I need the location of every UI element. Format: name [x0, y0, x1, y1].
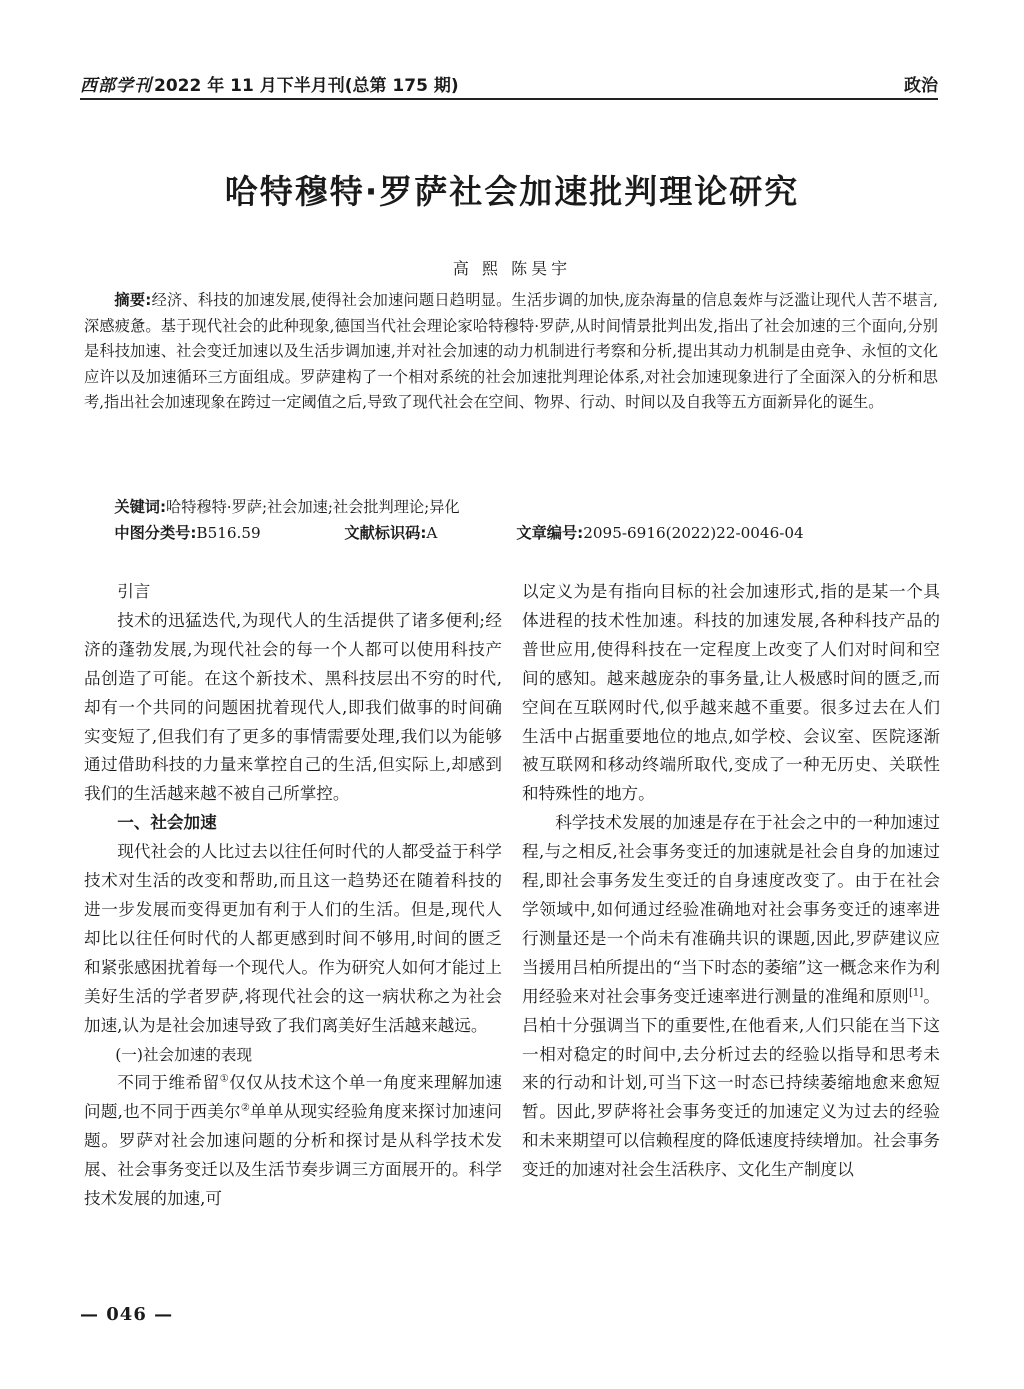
doc-code-label: 文献标识码:	[344, 524, 427, 542]
intro-heading: 引言	[117, 582, 151, 601]
keywords-text: 哈特穆特·罗萨;社会加速;社会批判理论;异化	[166, 498, 460, 516]
article-authors: 高 熙 陈昊宇	[452, 259, 572, 278]
right-column	[522, 578, 940, 1185]
section-1-heading: 一、社会加速	[117, 813, 217, 833]
intro-paragraph: 技术的迅猛迭代,为现代人的生活提供了诸多便利;经济的蓬勃发展,为现代社会的每一个人都可以使用科技产品创造了可能。在这个新技术、黑科技层出不穷的时代,却有一个共同的问题困扰着现代人,即我们做事的时间确实变短了,但我们有了更多的事情需要处理,我们以为能够通过借助科技的力量来掌控自己的生活,但实际上,却感到我们的生活越来越不被自己所掌控。	[84, 610, 502, 804]
running-header	[80, 70, 938, 96]
clc-value: B516.59	[196, 524, 261, 542]
paragraph-segment: 科学技术发展的加速是存在于社会之中的一种加速过程,与之相反,社会事务变迁的加速就是社会自身的加速过程,即社会事务发生变迁的自身速度改变了。由于在社会学领域中,如何通过经验准确地对社会事务变迁的速率进行测量还是一个尚未有准确共识的课题,因此,罗萨建议应当援用吕柏所提出的“当下时态的萎缩”这一概念来作为利用经验来对社会事务变迁速率进行测量的准绳和原则	[522, 813, 940, 1006]
header-left	[80, 71, 459, 96]
article-number-value: 2095-6916(2022)22-0046-04	[583, 524, 804, 542]
clc-label: 中图分类号:	[114, 524, 197, 542]
abstract-text: 经济、科技的加速发展,使得社会加速问题日趋明显。生活步调的加快,庞杂海量的信息轰炸与泛滥让现代人苦不堪言,深感疲惫。基于现代社会的此种现象,德国当代社会理论家哈特穆特·罗萨,从时间情景批判出发,指出了社会加速的三个面向,分别是科技加速、社会变迁加速以及生活步调加速,并对社会加速的动力机制进行考察和分析,提出其动力机制是由竞争、永恒的文化应许以及加速循环三方面组成。罗萨建构了一个相对系统的社会加速批判理论体系,对社会加速现象进行了全面深入的分析和思考,指出社会加速现象在跨过一定阈值之后,导致了现代社会在空间、物界、行动、时间以及自我等五方面新异化的诞生。	[84, 291, 938, 412]
section-1-paragraph: 现代社会的人比过去以往任何时代的人都受益于科学技术对生活的改变和帮助,而且这一趋势还在随着科技的进一步发展而变得更加有利于人们的生活。但是,现代人却比以往任何时代的人都更感到时间不够用,时间的匮乏和紧张感困扰着每一个现代人。作为研究人如何才能过上美好生活的学者罗萨,将现代社会的这一病状称之为社会加速,认为是社会加速导致了我们离美好生活越来越远。	[84, 842, 502, 1035]
classification-row	[84, 520, 938, 546]
paragraph-segment: 仅仅从技术这个单一角度来理解加速问题,也不同于西美尔	[84, 1073, 503, 1122]
journal-name: 西部学刊	[80, 76, 152, 96]
article-number-label: 文章编号:	[516, 524, 584, 542]
subsection-1-heading: (一)社会加速的表现	[115, 1045, 253, 1064]
continued-paragraph: 以定义为是有指向目标的社会加速形式,指的是某一个具体进程的技术性加速。科技的加速发展,各种科技产品的普世应用,使得科技在一定程度上改变了人们对时间和空间的感知。越来越庞杂的事务量,让人极感时间的匮乏,而空间在互联网时代,似乎越来越不重要。很多过去在人们生活中占据重要地位的地点,如学校、会议室、医院逐渐被互联网和移动终端所取代,变成了一种无历史、关联性和特殊性的地方。	[522, 582, 940, 804]
header-rule	[80, 98, 938, 100]
article-title: 哈特穆特·罗萨社会加速批判理论研究	[224, 172, 800, 211]
article-meta	[84, 494, 938, 546]
left-column	[84, 578, 502, 1214]
keywords-label: 关键词:	[114, 498, 167, 516]
abstract	[84, 288, 938, 416]
citation-marker: [1]	[909, 987, 924, 999]
doc-code-value: A	[426, 524, 438, 542]
issue-info: 2022 年 11 月下半月刊(总第 175 期)	[154, 76, 459, 96]
paragraph-segment: 不同于维希留	[117, 1073, 220, 1093]
page-number: — 046 —	[80, 1304, 174, 1325]
social-change-paragraph	[522, 809, 940, 1185]
paragraph-segment: 单单从现实经验角度来探讨加速问题。罗萨对社会加速问题的分析和探讨是从科学技术发展、社会事务变迁以及生活节奏步调三方面展开的。科学技术发展的加速,可	[84, 1102, 503, 1209]
abstract-label: 摘要:	[114, 291, 152, 309]
section-label: 政治	[904, 76, 938, 96]
footnote-marker-2: ②	[240, 1102, 251, 1114]
keywords-row	[84, 494, 938, 520]
paragraph-segment: 。吕柏十分强调当下的重要性,在他看来,人们只能在当下这一相对稳定的时间中,去分析过去的经验以指导和思考未来的行动和计划,可当下这一时态已持续萎缩地愈来愈短暂。因此,罗萨将社会事务变迁的加速定义为过去的经验和未来期望可以信赖程度的降低速度持续增加。社会事务变迁的加速对社会生活秩序、文化生产制度以	[522, 986, 941, 1180]
footnote-marker-1: ①	[219, 1073, 230, 1085]
subsection-1-paragraph	[84, 1069, 502, 1214]
